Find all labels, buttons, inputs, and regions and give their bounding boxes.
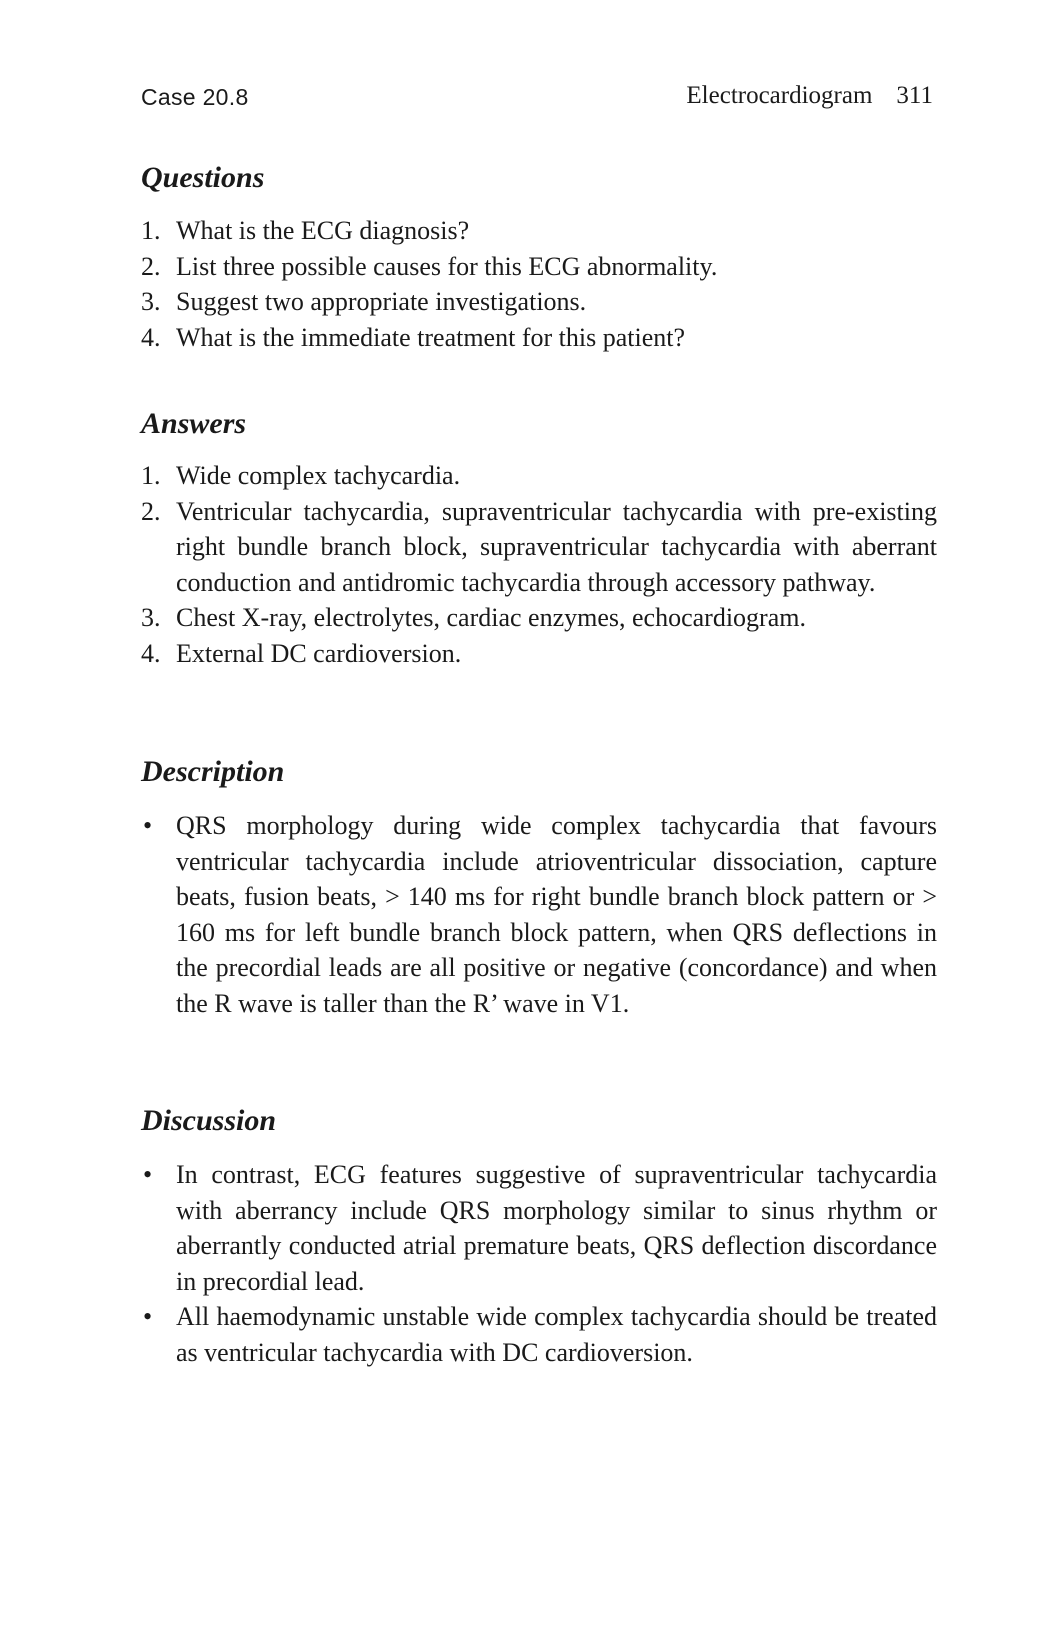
description-heading: Description bbox=[141, 755, 285, 788]
list-item bbox=[141, 458, 937, 494]
chapter-title: Electrocardiogram bbox=[686, 82, 873, 109]
item-number: 4. bbox=[141, 638, 161, 668]
item-text: Chest X-ray, electrolytes, cardiac enzymes, echocardiogram. bbox=[176, 603, 806, 632]
item-text: Suggest two appropriate investigations. bbox=[176, 287, 587, 316]
item-text: Wide complex tachycardia. bbox=[176, 461, 461, 490]
item-number: 3. bbox=[141, 603, 161, 632]
bullet-item bbox=[141, 1157, 937, 1299]
item-number: 2. bbox=[141, 496, 161, 526]
item-text: List three possible causes for this ECG abnormality. bbox=[176, 251, 718, 281]
item-text: What is the ECG diagnosis? bbox=[176, 216, 470, 245]
list-item bbox=[141, 249, 937, 285]
case-label: Case 20.8 bbox=[141, 84, 249, 110]
bullet-icon: • bbox=[143, 1302, 153, 1331]
item-number: 2. bbox=[141, 251, 161, 281]
bullet-icon: • bbox=[143, 1160, 153, 1189]
answers-section bbox=[141, 404, 937, 671]
item-text: External DC cardioversion. bbox=[176, 638, 462, 668]
page-number: 311 bbox=[896, 82, 933, 109]
item-number: 1. bbox=[141, 461, 161, 490]
item-text: In contrast, ECG features suggestive of supraventricular tachycardia with aberrancy include QRS morphology similar to sinus rhythm or aberrantly conducted atrial premature beats, QRS deflection discordance in precordial lead. bbox=[176, 1160, 937, 1296]
list-item bbox=[141, 494, 937, 601]
item-number: 1. bbox=[141, 216, 161, 245]
bullet-item bbox=[141, 1299, 937, 1370]
running-head bbox=[141, 80, 933, 114]
description-section bbox=[141, 752, 937, 1021]
discussion-heading: Discussion bbox=[141, 1104, 277, 1137]
questions-section bbox=[141, 158, 937, 355]
item-text: What is the immediate treatment for this patient? bbox=[176, 322, 685, 352]
bullet-item bbox=[141, 808, 937, 1021]
item-text: Ventricular tachycardia, supraventricular tachycardia with pre-existing right bundle branch block, supraventricular tachycardia with aberrant conduction and antidromic tachycardia through accessory pathway. bbox=[176, 496, 937, 597]
list-item bbox=[141, 284, 937, 320]
list-item bbox=[141, 213, 937, 249]
list-item bbox=[141, 320, 937, 356]
item-text: QRS morphology during wide complex tachycardia that favours ventricular tachycardia include atrioventricular dissociation, capture beats, fusion beats, > 140 ms for right bundle branch block pattern or > 160 ms for left bundle branch block pattern, when QRS deflections in the precordial leads are all positive or negative (concordance) and when the R wave is taller than the R’ wave in V1. bbox=[176, 811, 937, 1018]
running-head-right bbox=[686, 82, 933, 110]
answers-heading: Answers bbox=[141, 407, 247, 440]
discussion-section bbox=[141, 1101, 937, 1370]
item-number: 4. bbox=[141, 322, 161, 352]
list-item bbox=[141, 636, 937, 672]
item-text: All haemodynamic unstable wide complex tachycardia should be treated as ventricular tachycardia with DC cardioversion. bbox=[176, 1302, 937, 1367]
list-item bbox=[141, 600, 937, 636]
questions-heading: Questions bbox=[141, 161, 265, 194]
item-number: 3. bbox=[141, 287, 161, 316]
bullet-icon: • bbox=[143, 811, 153, 840]
